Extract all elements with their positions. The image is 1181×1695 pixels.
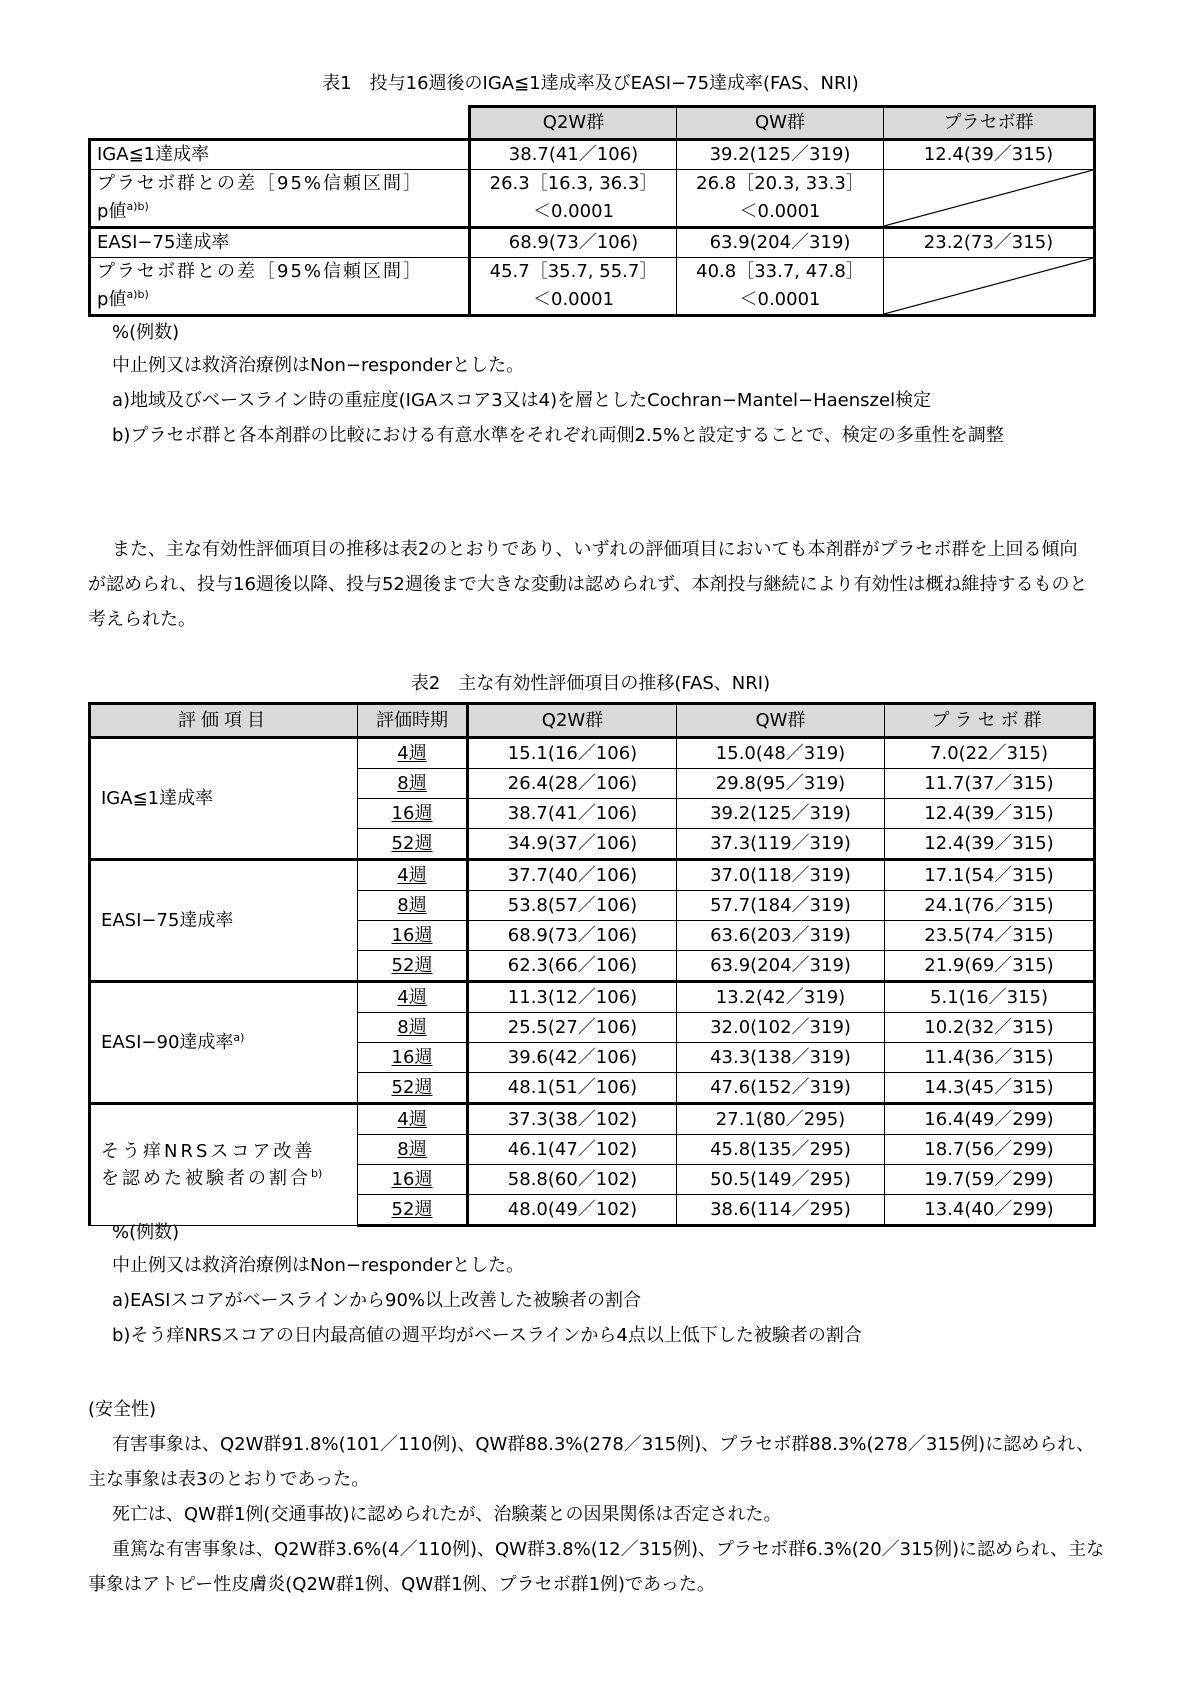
table-row xyxy=(90,860,1095,891)
table2-header-q2w: Q2W群 xyxy=(468,704,677,738)
cell-qw: 45.8(135／295) xyxy=(677,1135,885,1165)
cell-q2w: 25.5(27／106) xyxy=(468,1013,677,1043)
table2-notes xyxy=(88,1218,1108,1353)
time-cell: 52週 xyxy=(358,951,468,982)
cell-q2w: 34.9(37／106) xyxy=(468,829,677,860)
table1-notes xyxy=(88,318,1108,453)
table-row xyxy=(90,738,1095,769)
cell-qw: 39.2(125／319) xyxy=(677,799,885,829)
cell-q2w: 38.7(41／106) xyxy=(468,799,677,829)
safety-adverse-events: 有害事象は、Q2W群91.8%(101／110例)、QW群88.3%(278／315例)、プラセボ群88.3%(278／315例)に認められ、主な事象は表3のとおりであった。 xyxy=(88,1434,1095,1490)
time-cell: 4週 xyxy=(358,738,468,769)
cell-q2w: 68.9(73／106) xyxy=(470,228,677,258)
table1-row-iga-diff xyxy=(90,170,1095,228)
cell-qw: 63.9(204／319) xyxy=(677,951,885,982)
table1-caption: 表1 投与16週後のIGA≦1達成率及びEASI−75達成率(FAS、NRI) xyxy=(322,73,859,94)
note-a: a)地域及びベースライン時の重症度(IGAスコア3又は4)を層としたCochran−Mantel−Haenszel検定 xyxy=(112,390,932,411)
cell-qw: 13.2(42／319) xyxy=(677,982,885,1013)
cell-placebo: 21.9(69／315) xyxy=(885,951,1095,982)
cell-placebo: 23.2(73／315) xyxy=(884,228,1095,258)
table1-row-easi75-diff xyxy=(90,258,1095,316)
table1-header-row xyxy=(90,107,1095,140)
cell-q2w: 58.8(60／102) xyxy=(468,1165,677,1195)
item-nrs: そう痒NRSスコア改善 を認めた被験者の割合$^{b)}$ xyxy=(90,1104,358,1226)
cell-qw: 32.0(102／319) xyxy=(677,1013,885,1043)
table2-header-qw: QW群 xyxy=(677,704,885,738)
cell-placebo: 19.7(59／299) xyxy=(885,1165,1095,1195)
cell-qw: 37.3(119／319) xyxy=(677,829,885,860)
cell-qw: 39.2(125／319) xyxy=(677,140,884,170)
table-row xyxy=(90,1104,1095,1135)
cell-q2w: 68.9(73／106) xyxy=(468,921,677,951)
time-cell: 8週 xyxy=(358,1135,468,1165)
diff-label: プラセボ群との差［95%信頼区間］ xyxy=(97,261,424,282)
cell-q2w: 26.4(28／106) xyxy=(468,769,677,799)
row-label: IGA≦1達成率 xyxy=(90,140,470,170)
item-iga: IGA≦1達成率 xyxy=(90,738,358,860)
cell-placebo: 12.4(39／315) xyxy=(885,799,1095,829)
row-label xyxy=(90,170,470,228)
cell-q2w: 26.3［16.3, 36.3］ ＜0.0001 xyxy=(470,170,677,228)
cell-qw: 27.1(80／295) xyxy=(677,1104,885,1135)
safety-serious-events: 重篤な有害事象は、Q2W群3.6%(4／110例)、QW群3.8%(12／315例)、プラセボ群6.3%(20／315例)に認められ、主な事象はアトピー性皮膚炎(Q2W群1例、QW群1例、プラセボ群1例)であった。 xyxy=(88,1539,1105,1595)
cell-placebo: 14.3(45／315) xyxy=(885,1073,1095,1104)
cell-qw: 57.7(184／319) xyxy=(677,891,885,921)
cell-q2w: 48.0(49／102) xyxy=(468,1195,677,1226)
cell-q2w: 39.6(42／106) xyxy=(468,1043,677,1073)
table1-header-placebo: プラセボ群 xyxy=(884,107,1095,140)
time-cell: 8週 xyxy=(358,769,468,799)
cell-q2w: 53.8(57／106) xyxy=(468,891,677,921)
cell-qw: 63.6(203／319) xyxy=(677,921,885,951)
item-easi90: EASI−90達成率$^{a)}$ xyxy=(90,982,358,1104)
table2 xyxy=(88,702,1096,1227)
diagonal-slash-icon xyxy=(884,258,1093,314)
cell-qw: 29.8(95／319) xyxy=(677,769,885,799)
time-cell: 16週 xyxy=(358,1165,468,1195)
table1-row-iga xyxy=(90,140,1095,170)
cell-placebo-na xyxy=(884,170,1095,228)
time-cell: 8週 xyxy=(358,891,468,921)
cell-qw: 26.8［20.3, 33.3］ ＜0.0001 xyxy=(677,170,884,228)
cell-placebo: 11.7(37／315) xyxy=(885,769,1095,799)
table2-header-placebo: プラセボ群 xyxy=(885,704,1095,738)
cell-placebo: 7.0(22／315) xyxy=(885,738,1095,769)
paragraph-text: また、主な有効性評価項目の推移は表2のとおりであり、いずれの評価項目においても本剤群がプラセボ群を上回る傾向が認められ、投与16週後以降、投与52週後まで大きな変動は認められず、本剤投与継続により有効性は概ね維持するものと考えられた。 xyxy=(88,539,1088,630)
row-label: EASI−75達成率 xyxy=(90,228,470,258)
cell-placebo: 10.2(32／315) xyxy=(885,1013,1095,1043)
cell-placebo: 17.1(54／315) xyxy=(885,860,1095,891)
cell-q2w: 15.1(16／106) xyxy=(468,738,677,769)
safety-deaths: 死亡は、QW群1例(交通事故)に認められたが、治験薬との因果関係は否定された。 xyxy=(112,1504,782,1525)
cell-q2w: 37.7(40／106) xyxy=(468,860,677,891)
note-b: b)そう痒NRSスコアの日内最高値の週平均がベースラインから4点以上低下した被験者の割合 xyxy=(112,1325,862,1346)
cell-qw: 37.0(118／319) xyxy=(677,860,885,891)
cell-qw: 47.6(152／319) xyxy=(677,1073,885,1104)
time-cell: 52週 xyxy=(358,829,468,860)
safety-section xyxy=(88,1392,1108,1602)
note-unit: %(例数) xyxy=(112,322,180,343)
pvalue-label: p値$^{a)b)}$ xyxy=(97,200,149,222)
table1-corner-cell xyxy=(90,107,470,140)
table2-header-time: 評価時期 xyxy=(358,704,468,738)
time-cell: 52週 xyxy=(358,1073,468,1104)
cell-qw: 15.0(48／319) xyxy=(677,738,885,769)
note-b: b)プラセボ群と各本剤群の比較における有意水準をそれぞれ両側2.5%と設定することで、検定の多重性を調整 xyxy=(112,425,1004,446)
cell-placebo: 11.4(36／315) xyxy=(885,1043,1095,1073)
table1-header-qw: QW群 xyxy=(677,107,884,140)
cell-placebo: 13.4(40／299) xyxy=(885,1195,1095,1226)
time-cell: 16週 xyxy=(358,799,468,829)
cell-placebo: 16.4(49／299) xyxy=(885,1104,1095,1135)
table2-caption: 表2 主な有効性評価項目の推移(FAS、NRI) xyxy=(410,673,771,694)
table2-header-item: 評価項目 xyxy=(90,704,358,738)
time-cell: 16週 xyxy=(358,921,468,951)
table1-header-q2w: Q2W群 xyxy=(470,107,677,140)
row-label xyxy=(90,258,470,316)
time-cell: 4週 xyxy=(358,1104,468,1135)
cell-placebo: 24.1(76／315) xyxy=(885,891,1095,921)
cell-placebo: 12.4(39／315) xyxy=(884,140,1095,170)
cell-qw: 50.5(149／295) xyxy=(677,1165,885,1195)
cell-placebo: 5.1(16／315) xyxy=(885,982,1095,1013)
cell-qw: 40.8［33.7, 47.8］ ＜0.0001 xyxy=(677,258,884,316)
cell-placebo-na xyxy=(884,258,1095,316)
cell-placebo: 12.4(39／315) xyxy=(885,829,1095,860)
cell-qw: 43.3(138／319) xyxy=(677,1043,885,1073)
time-cell: 4週 xyxy=(358,860,468,891)
item-easi75: EASI−75達成率 xyxy=(90,860,358,982)
time-cell: 16週 xyxy=(358,1043,468,1073)
cell-placebo: 23.5(74／315) xyxy=(885,921,1095,951)
cell-q2w: 38.7(41／106) xyxy=(470,140,677,170)
table1 xyxy=(88,105,1096,317)
cell-q2w: 37.3(38／102) xyxy=(468,1104,677,1135)
time-cell: 8週 xyxy=(358,1013,468,1043)
cell-q2w: 48.1(51／106) xyxy=(468,1073,677,1104)
note-nri: 中止例又は救済治療例はNon−responderとした。 xyxy=(112,1255,525,1276)
table-row xyxy=(90,982,1095,1013)
cell-q2w: 62.3(66／106) xyxy=(468,951,677,982)
pvalue-label: p値$^{a)b)}$ xyxy=(97,288,149,310)
note-unit: %(例数) xyxy=(112,1222,180,1243)
note-nri: 中止例又は救済治療例はNon−responderとした。 xyxy=(112,355,525,376)
cell-q2w: 11.3(12／106) xyxy=(468,982,677,1013)
note-a: a)EASIスコアがベースラインから90%以上改善した被験者の割合 xyxy=(112,1290,642,1311)
time-cell: 4週 xyxy=(358,982,468,1013)
cell-q2w: 45.7［35.7, 55.7］ ＜0.0001 xyxy=(470,258,677,316)
efficacy-paragraph xyxy=(88,532,1093,637)
cell-qw: 63.9(204／319) xyxy=(677,228,884,258)
diagonal-slash-icon xyxy=(884,170,1093,226)
cell-placebo: 18.7(56／299) xyxy=(885,1135,1095,1165)
table1-row-easi75 xyxy=(90,228,1095,258)
cell-qw: 38.6(114／295) xyxy=(677,1195,885,1226)
table2-header-row xyxy=(90,704,1095,738)
diff-label: プラセボ群との差［95%信頼区間］ xyxy=(97,173,424,194)
time-cell: 52週 xyxy=(358,1195,468,1226)
safety-heading: (安全性) xyxy=(88,1399,157,1420)
cell-q2w: 46.1(47／102) xyxy=(468,1135,677,1165)
